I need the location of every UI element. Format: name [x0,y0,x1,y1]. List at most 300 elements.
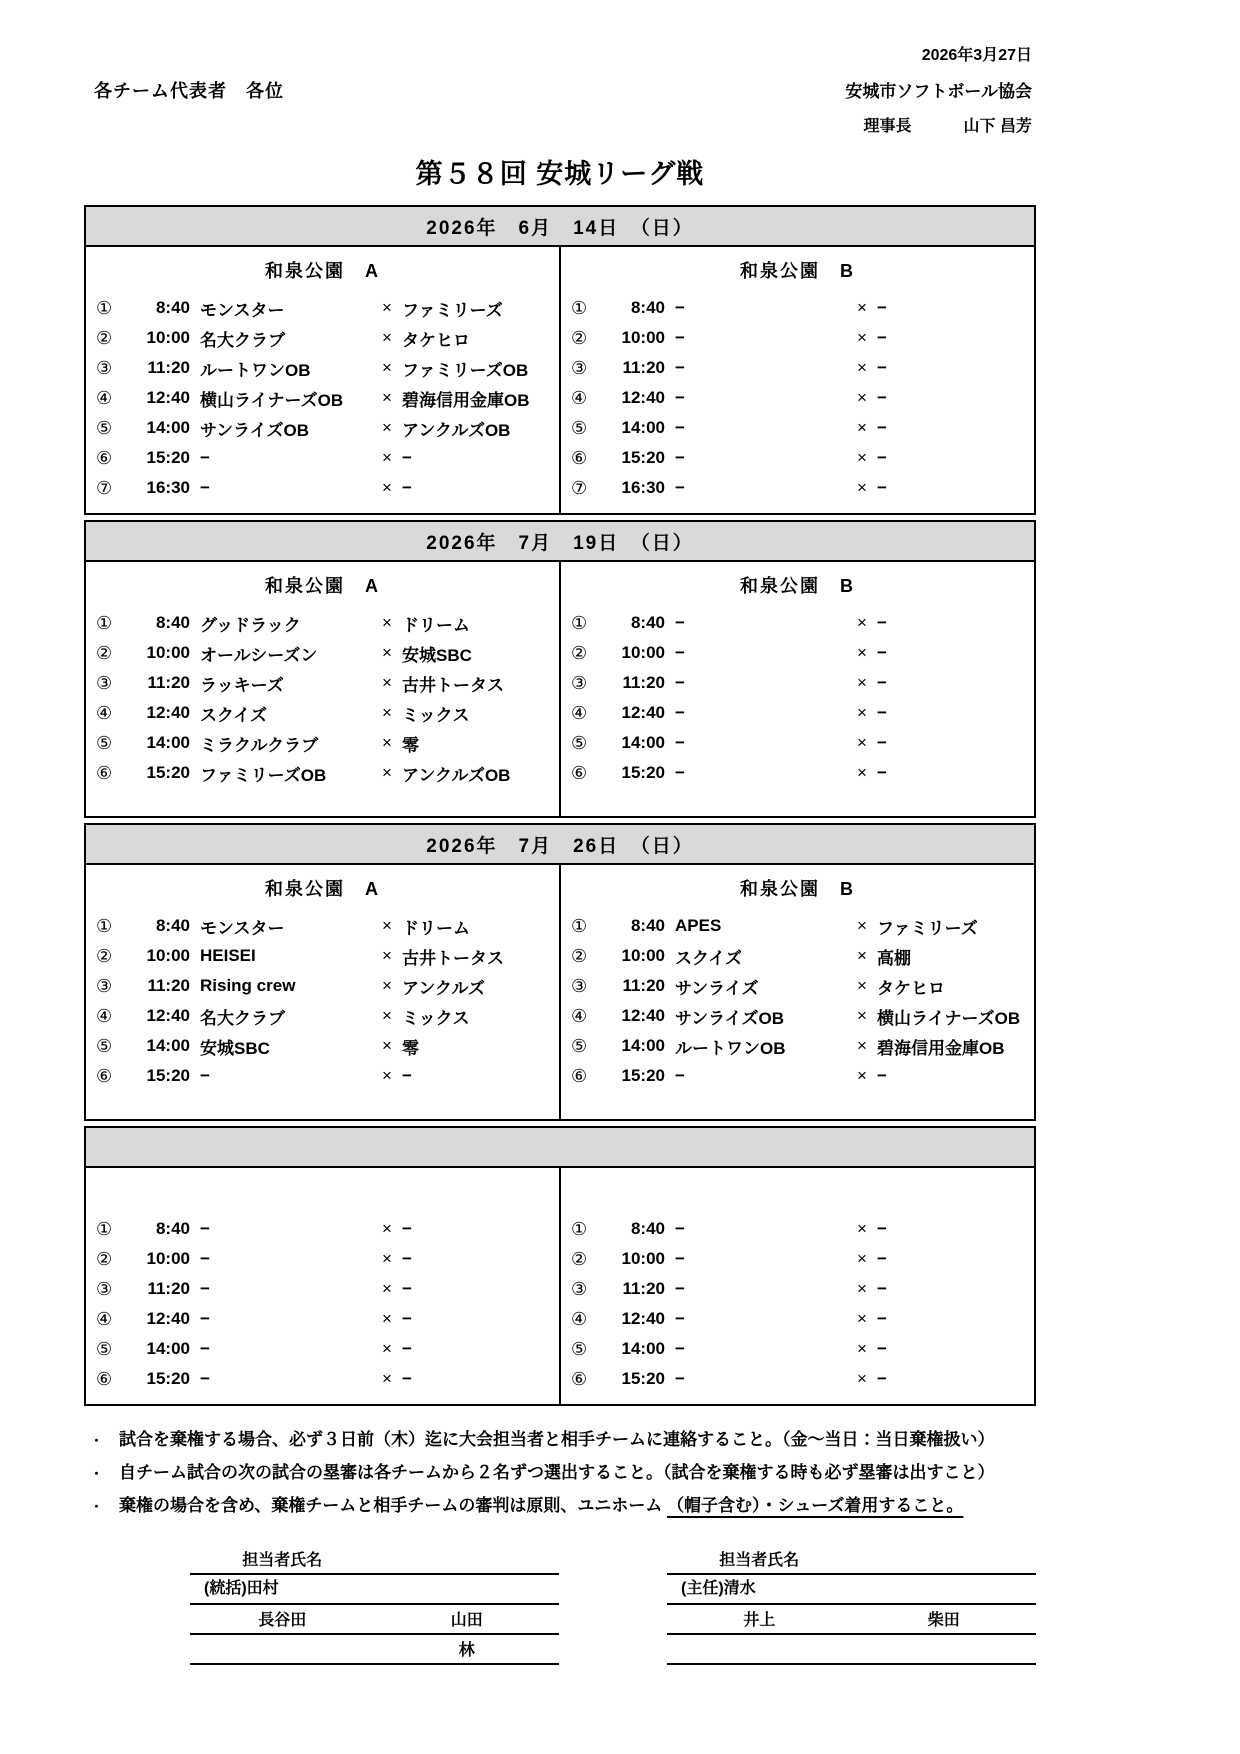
team-away: − [877,1369,887,1388]
match-time: 14:00 [146,418,190,437]
venue-column [86,247,559,513]
match-row [561,473,1034,503]
team-away: 高棚 [877,948,911,968]
match-time: 10:00 [146,946,190,965]
team-home: サンライズOB [675,1008,784,1028]
match-row [86,1244,559,1274]
match-time: 14:00 [146,733,190,752]
match-number: ⑤ [96,732,113,753]
staff-row [667,1635,1036,1665]
staff-lead-row: (主任)清水 [667,1575,1036,1605]
section-date-header: 2026年 6月 14日 （日） [86,207,1034,247]
team-away: ファミリーズ [402,300,503,320]
team-away: − [877,733,887,752]
match-row [561,608,1034,638]
match-time: 10:00 [146,328,190,347]
match-rows [561,293,1034,513]
match-number: ⑥ [96,1368,113,1389]
section-body [86,865,1034,1119]
match-row [561,353,1034,383]
match-time: 12:40 [621,1309,665,1328]
staff-name-cell: 山田 [450,1612,483,1629]
team-home: − [675,673,685,692]
match-time: 8:40 [630,298,665,317]
match-number: ② [96,327,113,348]
team-away: 碧海信用金庫OB [877,1038,1005,1058]
document-content [84,0,1036,1665]
schedule-section [84,1126,1036,1406]
team-away: − [877,1219,887,1238]
match-row [86,638,559,668]
match-number: ④ [571,387,588,408]
match-number: ⑤ [571,417,588,438]
team-away: − [877,418,887,437]
match-number: ③ [96,1278,113,1299]
match-time: 15:20 [146,1369,190,1388]
vs-symbol: × [382,358,392,377]
team-home: − [675,1369,685,1388]
match-time: 15:20 [621,448,665,467]
team-away: − [877,328,887,347]
vs-symbol: × [857,673,867,692]
team-home: ルートワンOB [675,1038,786,1058]
match-time: 12:40 [621,703,665,722]
venue-label: 和泉公園 B [740,261,855,281]
vs-symbol: × [857,946,867,965]
venue-column [559,1168,1034,1404]
team-away: − [402,448,412,467]
match-number: ⑥ [571,762,588,783]
match-number: ① [96,915,113,936]
vs-symbol: × [857,388,867,407]
section-body [86,247,1034,513]
match-row [86,728,559,758]
match-number: ⑥ [96,447,113,468]
vs-symbol: × [857,1339,867,1358]
team-away: 古井トータス [402,675,504,695]
match-row [561,1214,1034,1244]
match-row [561,668,1034,698]
match-number: ⑥ [571,1065,588,1086]
schedule-section [84,205,1036,515]
match-row [561,1304,1034,1334]
staff-name-cell: 長谷田 [258,1612,307,1629]
match-row [561,323,1034,353]
team-home: ミラクルクラブ [200,735,319,755]
team-away: − [877,763,887,782]
team-home: スクイズ [200,705,267,725]
team-home: − [200,1219,210,1238]
vs-symbol: × [857,358,867,377]
match-number: ③ [571,672,588,693]
schedule-section [84,520,1036,818]
team-away: アンクルズ [402,978,485,998]
match-row [561,1364,1034,1394]
vs-symbol: × [382,643,392,662]
match-time: 11:20 [147,1279,190,1298]
vs-symbol: × [382,1249,392,1268]
team-home: ファミリーズOB [200,765,327,785]
team-home: モンスター [200,300,285,320]
match-number: ④ [571,1005,588,1026]
team-home: − [200,478,210,497]
match-time: 14:00 [621,1036,665,1055]
staff-row [190,1635,559,1665]
team-away: ファミリーズ [877,918,978,938]
venue-label [86,1168,559,1214]
team-home: − [675,478,685,497]
match-row [86,413,559,443]
match-time: 14:00 [621,418,665,437]
match-number: ② [571,642,588,663]
team-home: − [675,298,685,317]
match-time: 10:00 [621,1249,665,1268]
team-away: − [877,643,887,662]
venue-label [561,1168,1034,1214]
team-away: − [877,1279,887,1298]
bullet-icon: ・ [90,1499,104,1514]
team-away: タケヒロ [877,978,945,998]
vs-symbol: × [857,478,867,497]
match-row [561,1061,1034,1091]
match-number: ④ [571,702,588,723]
match-row [86,698,559,728]
match-time: 15:20 [621,1066,665,1085]
team-away: アンクルズOB [402,765,511,785]
vs-symbol: × [857,1006,867,1025]
match-time: 8:40 [155,613,190,632]
vs-symbol: × [857,1309,867,1328]
match-time: 16:30 [621,478,665,497]
match-time: 11:20 [147,673,190,692]
team-away: ファミリーズOB [402,360,529,380]
vs-symbol: × [382,448,392,467]
vs-symbol: × [857,328,867,347]
match-time: 12:40 [146,1006,190,1025]
match-rows [86,1214,559,1404]
match-time: 14:00 [621,733,665,752]
match-time: 8:40 [630,916,665,935]
match-row [86,1001,559,1031]
vs-symbol: × [857,418,867,437]
match-time: 16:30 [146,478,190,497]
team-home: − [675,388,685,407]
match-rows [561,1214,1034,1404]
footer-note [90,1490,1036,1523]
team-home: − [675,1066,685,1085]
match-time: 12:40 [146,388,190,407]
vs-symbol: × [382,1006,392,1025]
match-time: 8:40 [155,1219,190,1238]
match-number: ③ [96,975,113,996]
team-away: − [877,448,887,467]
vs-symbol: × [857,733,867,752]
staff-header-row [190,1545,559,1575]
vs-symbol: × [857,643,867,662]
vs-symbol: × [382,1219,392,1238]
match-row [561,971,1034,1001]
team-home: − [675,1219,685,1238]
venue-label: 和泉公園 A [265,576,380,596]
team-away: − [877,703,887,722]
vs-symbol: × [857,298,867,317]
chairman-name: 山下 昌芳 [963,118,1032,135]
team-away: アンクルズOB [402,420,511,440]
match-row [86,443,559,473]
venue-label: 和泉公園 B [740,576,855,596]
team-away: − [402,478,412,497]
team-home: − [675,358,685,377]
vs-symbol: × [857,1219,867,1238]
vs-symbol: × [857,1066,867,1085]
team-away: − [402,1279,412,1298]
note-text: 試合を棄権する場合、必ず３日前（木）迄に大会担当者と相手チームに連絡すること。（金～当日：当日棄権扱い） [119,1430,995,1449]
match-number: ① [96,1218,113,1239]
match-time: 14:00 [146,1036,190,1055]
match-number: ④ [96,1308,113,1329]
match-row [561,1001,1034,1031]
match-row [561,443,1034,473]
vs-symbol: × [382,613,392,632]
match-row [86,323,559,353]
match-number: ① [96,612,113,633]
staff-table [190,1545,559,1665]
vs-symbol: × [382,478,392,497]
schedule-sections [84,205,1036,1406]
team-away: ミックス [402,1008,470,1028]
match-number: ① [571,297,588,318]
match-number: ① [571,915,588,936]
match-time: 15:20 [146,1066,190,1085]
staff-row [190,1605,559,1635]
footer-note [90,1457,1036,1490]
match-number: ⑤ [96,417,113,438]
match-time: 11:20 [622,1279,665,1298]
vs-symbol: × [382,328,392,347]
match-number: ③ [571,357,588,378]
match-row [86,971,559,1001]
match-number: ① [96,297,113,318]
match-row [86,668,559,698]
match-time: 14:00 [146,1339,190,1358]
vs-symbol: × [857,613,867,632]
match-number: ⑤ [571,732,588,753]
team-away: − [877,613,887,632]
match-time: 8:40 [630,1219,665,1238]
vs-symbol: × [382,1339,392,1358]
addressee: 各チーム代表者 各位 [94,81,284,101]
match-time: 15:20 [621,1369,665,1388]
match-time: 11:20 [622,976,665,995]
match-row [86,1031,559,1061]
team-away: タケヒロ [402,330,470,350]
footer-note [90,1424,1036,1457]
vs-symbol: × [382,388,392,407]
match-row [86,353,559,383]
team-away: − [877,478,887,497]
venue-column [86,1168,559,1404]
venue-label: 和泉公園 B [740,879,855,899]
match-rows [561,608,1034,816]
match-rows [86,911,559,1119]
match-number: ③ [571,1278,588,1299]
match-row [86,1364,559,1394]
section-date-header [86,1128,1034,1168]
vs-symbol: × [382,418,392,437]
team-home: − [200,1249,210,1268]
team-home: 安城SBC [200,1038,270,1058]
team-away: − [877,388,887,407]
vs-symbol: × [857,1369,867,1388]
match-rows [561,911,1034,1119]
vs-symbol: × [857,703,867,722]
match-number: ② [96,642,113,663]
team-away: ミックス [402,705,470,725]
team-home: − [200,1309,210,1328]
team-away: − [877,1249,887,1268]
match-time: 11:20 [147,358,190,377]
team-away: 横山ライナーズOB [877,1008,1021,1028]
team-away: − [877,298,887,317]
match-rows [86,293,559,513]
schedule-section [84,823,1036,1121]
match-row [86,941,559,971]
match-number: ⑤ [96,1338,113,1359]
vs-symbol: × [382,1369,392,1388]
match-row [561,638,1034,668]
match-row [86,383,559,413]
match-number: ③ [96,672,113,693]
team-away: 零 [402,735,419,755]
team-away: − [402,1249,412,1268]
match-row [561,1031,1034,1061]
match-number: ② [571,1248,588,1269]
note-underlined-text: （帽子含む）・シューズ着用すること。 [667,1496,964,1515]
match-row [561,1274,1034,1304]
match-number: ② [571,327,588,348]
team-away: − [402,1369,412,1388]
vs-symbol: × [857,763,867,782]
match-number: ① [571,1218,588,1239]
vs-symbol: × [382,763,392,782]
match-row [86,1214,559,1244]
staff-name-cell: 林 [458,1642,475,1659]
match-time: 8:40 [155,916,190,935]
match-rows [86,608,559,816]
match-number: ② [96,1248,113,1269]
venue-column [86,865,559,1119]
section-body [86,1168,1034,1404]
vs-symbol: × [857,916,867,935]
vs-symbol: × [382,733,392,752]
match-time: 8:40 [155,298,190,317]
match-time: 11:20 [622,358,665,377]
match-number: ⑦ [96,477,113,498]
match-row [86,473,559,503]
venue-column [86,562,559,816]
vs-symbol: × [857,1036,867,1055]
team-away: 碧海信用金庫OB [402,390,530,410]
staff-tables [190,1545,1036,1665]
team-home: − [675,733,685,752]
match-time: 11:20 [147,976,190,995]
staff-name-cell: 井上 [743,1612,776,1629]
team-home: グッドラック [200,615,301,635]
match-row [86,1304,559,1334]
match-number: ⑥ [571,447,588,468]
team-home: − [200,1369,210,1388]
issue-date: 2026年3月27日 [921,47,1032,64]
vs-symbol: × [382,1036,392,1055]
match-row [561,413,1034,443]
chairman-title: 理事長 [863,118,912,135]
team-away: ドリーム [402,918,470,938]
match-time: 10:00 [621,643,665,662]
staff-row [667,1605,1036,1635]
team-home: オールシーズン [200,645,318,665]
staff-lead-row: (統括)田村 [190,1575,559,1605]
match-time: 12:40 [621,388,665,407]
venue-column [559,562,1034,816]
venue-column [559,865,1034,1119]
match-number: ④ [96,387,113,408]
team-home: − [675,328,685,347]
staff-table-header: 担当者氏名 [242,1552,323,1569]
match-number: ② [96,945,113,966]
match-row [86,1334,559,1364]
match-number: ④ [96,702,113,723]
team-home: − [675,1249,685,1268]
team-home: − [200,448,210,467]
match-row [561,383,1034,413]
vs-symbol: × [857,448,867,467]
team-away: − [877,1066,887,1085]
team-away: − [877,358,887,377]
vs-symbol: × [857,1249,867,1268]
team-away: − [402,1219,412,1238]
team-home: サンライズOB [200,420,309,440]
team-home: − [200,1066,210,1085]
match-number: ② [571,945,588,966]
team-home: モンスター [200,918,285,938]
header-line [84,77,1036,103]
team-home: 名大クラブ [200,1008,285,1028]
staff-table-header: 担当者氏名 [719,1552,800,1569]
match-time: 10:00 [621,946,665,965]
team-away: − [877,1309,887,1328]
vs-symbol: × [382,1309,392,1328]
vs-symbol: × [857,1279,867,1298]
bullet-icon: ・ [90,1466,104,1481]
venue-label: 和泉公園 A [265,879,380,899]
team-home: HEISEI [200,946,256,965]
chairman-line [84,113,1036,136]
match-number: ⑥ [96,762,113,783]
team-home: − [675,448,685,467]
team-home: スクイズ [675,948,742,968]
team-away: − [402,1309,412,1328]
team-home: Rising crew [200,976,296,995]
match-time: 12:40 [146,1309,190,1328]
match-number: ③ [96,357,113,378]
match-time: 11:20 [622,673,665,692]
match-row [561,728,1034,758]
staff-header-row [667,1545,1036,1575]
vs-symbol: × [382,976,392,995]
section-date-header: 2026年 7月 19日 （日） [86,522,1034,562]
match-time: 12:40 [146,703,190,722]
match-time: 10:00 [146,643,190,662]
